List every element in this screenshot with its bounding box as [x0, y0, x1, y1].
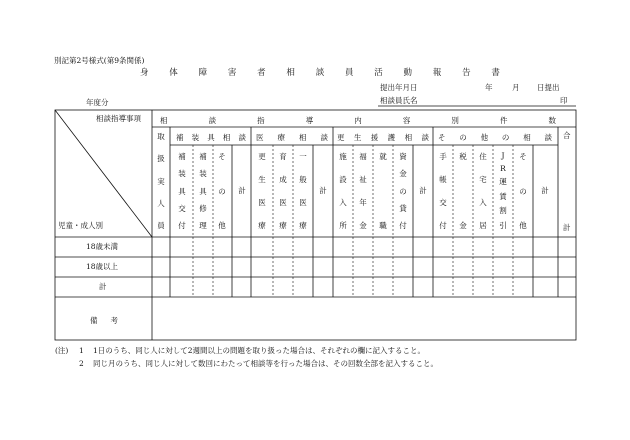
- notes-prefix: (注): [55, 346, 69, 355]
- col-oth-other: そ の 他: [519, 152, 527, 230]
- group-other-header: そ の 他 の 相 談: [438, 133, 552, 142]
- col-equip-total: 計: [238, 185, 246, 195]
- col-med-total: 計: [319, 185, 327, 195]
- content-header: 相 談 指 導 内 容 別 件 数: [160, 116, 556, 125]
- row-label-total: 計: [99, 282, 107, 291]
- col-life-total: 計: [419, 185, 427, 195]
- col-life-job: 就 職: [379, 152, 387, 230]
- note-2-text: 同じ月のうち、同じ人に対して数回にわたって相談等を行った場合は、その回数全部を記入すること。: [93, 359, 438, 368]
- col-oth-tax: 税 金: [459, 152, 467, 230]
- col-med-general: 一 般 医 療: [299, 152, 307, 230]
- seal-mark: 印: [560, 96, 568, 105]
- col-equip-grant: 補 装 具 交 付: [178, 152, 186, 230]
- month-char: 月: [512, 83, 520, 92]
- row-label-over18: 18歳以上: [86, 262, 119, 271]
- group-equipment-header: 補 装 具 相 談: [176, 133, 246, 142]
- period-label: 年度分: [86, 98, 109, 107]
- col-equip-other: そ の 他: [218, 152, 226, 230]
- diagonal-top-label: 相談指導事項: [96, 114, 141, 123]
- col-oth-jr: J R 運 賃 割 引: [499, 151, 507, 230]
- col-life-loan: 資 金 の 貸 付: [399, 152, 407, 230]
- col-oth-total: 計: [541, 185, 549, 195]
- diagonal-bottom-label: 児童・成人別: [58, 221, 103, 230]
- row-label-under18: 18歳未満: [86, 242, 119, 251]
- col-life-facility: 施 設 入 所: [339, 152, 347, 230]
- day-submit-label: 日提出: [537, 83, 560, 92]
- year-char: 年: [485, 83, 493, 92]
- col-oth-housing: 住 宅 入 居: [479, 152, 487, 230]
- submit-date-label: 提出年月日: [380, 83, 418, 92]
- note-1-text: 1日のうち、同じ人に対して2週間以上の問題を取り扱った場合は、それぞれの欄に記入すること。: [93, 346, 426, 355]
- note-1-number: 1: [79, 346, 84, 355]
- group-life-header: 更 生 援 護 相 談: [337, 133, 429, 142]
- col-equip-repair: 補 装 具 修 理: [199, 152, 207, 230]
- col-oth-notebook: 手 帳 交 付: [439, 152, 447, 230]
- grand-total-header-bottom: 計: [563, 223, 571, 232]
- col-life-pension: 福 祉 年 金: [359, 152, 367, 230]
- form-title: 身 体 障 害 者 相 談 員 活 動 報 告 書: [140, 68, 500, 78]
- col-med-rehab: 更 生 医 療: [258, 152, 266, 230]
- group-medical-header: 医 療 相 談: [256, 133, 328, 142]
- col-med-nurture: 育 成 医 療: [279, 152, 287, 230]
- form-number: 別記第2号様式(第9条関係): [54, 56, 145, 65]
- note-2-number: 2: [79, 359, 84, 368]
- remarks-label: 備 考: [90, 316, 118, 325]
- grand-total-header-top: 合: [563, 131, 571, 140]
- counselor-name-label: 相談員氏名: [380, 96, 418, 105]
- col-intake: 取 扱 実 人 員: [157, 132, 165, 230]
